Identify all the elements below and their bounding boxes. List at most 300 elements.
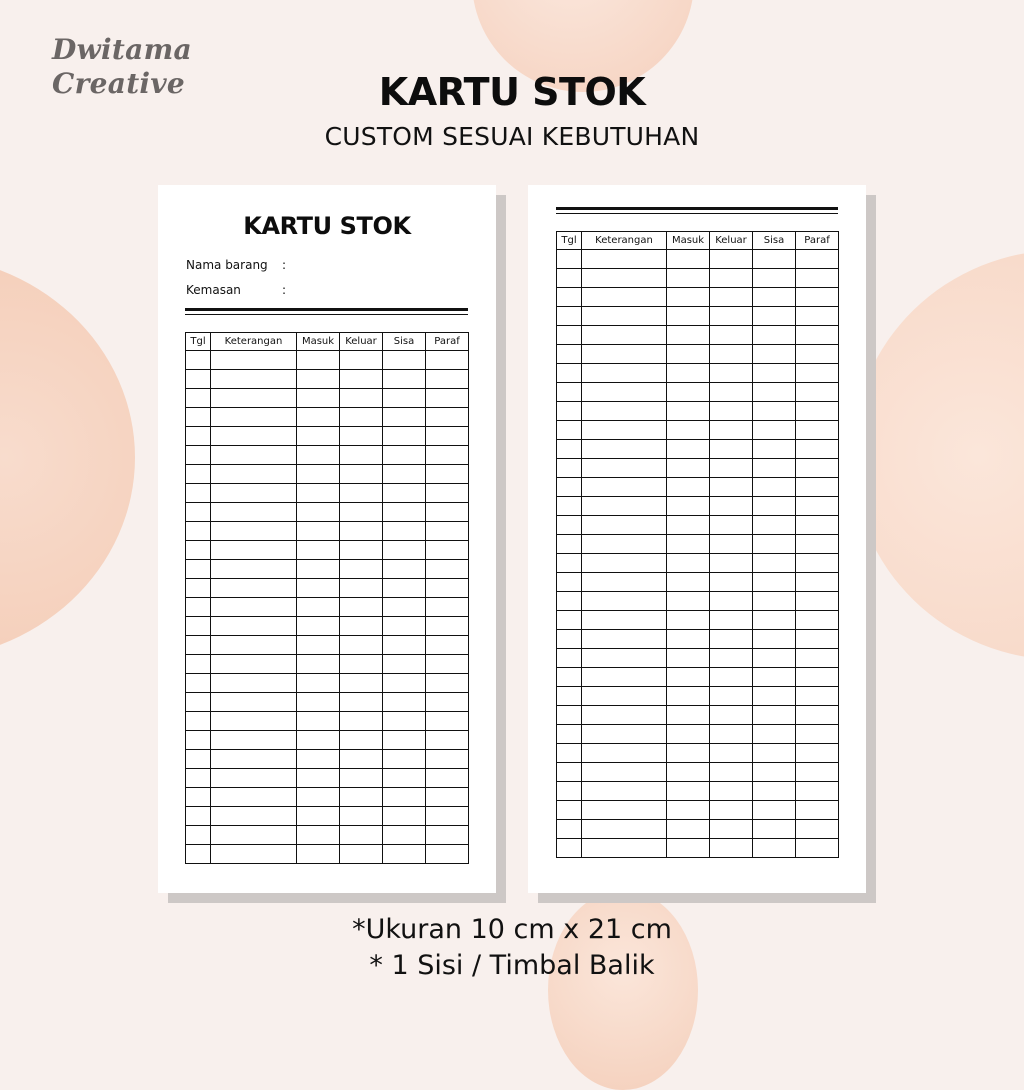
table-cell (557, 459, 582, 478)
table-cell (426, 788, 469, 807)
table-cell (710, 668, 753, 687)
table-row (186, 788, 469, 807)
page-title: KARTU STOK (378, 70, 646, 114)
table-cell (426, 389, 469, 408)
table-cell (340, 503, 383, 522)
table-cell (211, 845, 297, 864)
table-cell (710, 478, 753, 497)
table-cell (557, 383, 582, 402)
table-cell (753, 459, 796, 478)
table-row (557, 554, 839, 573)
table-cell (383, 769, 426, 788)
table-cell (186, 579, 211, 598)
field-separator: : (282, 258, 287, 272)
table-cell (710, 269, 753, 288)
table-cell (796, 782, 839, 801)
table-cell (582, 364, 667, 383)
table-cell (796, 478, 839, 497)
column-header-keluar: Keluar (710, 232, 753, 250)
table-cell (383, 674, 426, 693)
table-row (557, 364, 839, 383)
brand-logo-line2: Creative (52, 67, 186, 100)
table-cell (710, 706, 753, 725)
table-cell (796, 573, 839, 592)
table-cell (753, 839, 796, 858)
table-cell (426, 731, 469, 750)
table-row (186, 408, 469, 427)
table-cell (211, 788, 297, 807)
table-cell (297, 655, 340, 674)
table-row (557, 706, 839, 725)
table-cell (667, 326, 710, 345)
table-cell (710, 288, 753, 307)
table-cell (710, 535, 753, 554)
table-cell (796, 744, 839, 763)
table-cell (340, 712, 383, 731)
table-cell (796, 820, 839, 839)
table-cell (426, 579, 469, 598)
table-cell (340, 750, 383, 769)
table-cell (796, 706, 839, 725)
table-cell (667, 269, 710, 288)
table-cell (753, 383, 796, 402)
table-cell (383, 617, 426, 636)
table-cell (582, 250, 667, 269)
table-cell (211, 522, 297, 541)
table-cell (667, 250, 710, 269)
table-cell (297, 560, 340, 579)
table-cell (753, 782, 796, 801)
table-cell (297, 579, 340, 598)
table-cell (426, 826, 469, 845)
table-row (186, 522, 469, 541)
table-cell (582, 459, 667, 478)
table-cell (796, 497, 839, 516)
table-cell (186, 655, 211, 674)
table-cell (557, 611, 582, 630)
table-cell (211, 636, 297, 655)
table-cell (582, 763, 667, 782)
table-cell (557, 326, 582, 345)
table-row (186, 731, 469, 750)
table-cell (667, 440, 710, 459)
table-row (557, 687, 839, 706)
table-cell (796, 459, 839, 478)
table-cell (186, 636, 211, 655)
table-cell (297, 845, 340, 864)
table-cell (667, 573, 710, 592)
table-cell (796, 535, 839, 554)
table-cell (186, 541, 211, 560)
table-cell (557, 592, 582, 611)
table-row (186, 636, 469, 655)
size-note: *Ukuran 10 cm x 21 cm (352, 914, 672, 945)
table-cell (297, 522, 340, 541)
table-cell (796, 554, 839, 573)
table-cell (383, 465, 426, 484)
table-cell (426, 427, 469, 446)
table-cell (796, 326, 839, 345)
table-cell (582, 421, 667, 440)
table-cell (796, 592, 839, 611)
table-row (186, 826, 469, 845)
table-cell (211, 674, 297, 693)
table-cell (297, 541, 340, 560)
table-cell (582, 687, 667, 706)
table-cell (667, 611, 710, 630)
table-cell (796, 307, 839, 326)
table-cell (753, 402, 796, 421)
table-cell (796, 687, 839, 706)
table-cell (557, 839, 582, 858)
table-cell (557, 497, 582, 516)
table-cell (557, 573, 582, 592)
table-row (186, 370, 469, 389)
table-cell (426, 617, 469, 636)
table-cell (710, 421, 753, 440)
table-cell (426, 845, 469, 864)
table-cell (796, 668, 839, 687)
table-cell (557, 820, 582, 839)
table-cell (667, 288, 710, 307)
table-row (557, 573, 839, 592)
table-cell (383, 503, 426, 522)
table-cell (297, 826, 340, 845)
table-cell (383, 389, 426, 408)
table-cell (186, 807, 211, 826)
table-cell (211, 579, 297, 598)
field-nama-barang (186, 258, 287, 272)
table-cell (582, 573, 667, 592)
table-cell (426, 465, 469, 484)
table-cell (186, 465, 211, 484)
table-cell (582, 269, 667, 288)
table-cell (340, 389, 383, 408)
table-cell (753, 592, 796, 611)
table-cell (426, 370, 469, 389)
table-cell (796, 364, 839, 383)
decorative-circle-right (852, 250, 1024, 660)
table-cell (340, 788, 383, 807)
table-cell (426, 750, 469, 769)
table-cell (340, 484, 383, 503)
table-cell (753, 478, 796, 497)
table-cell (186, 769, 211, 788)
table-cell (186, 617, 211, 636)
table-row (186, 427, 469, 446)
table-cell (667, 516, 710, 535)
table-cell (186, 845, 211, 864)
table-cell (297, 731, 340, 750)
table-cell (186, 446, 211, 465)
table-cell (186, 712, 211, 731)
table-cell (186, 560, 211, 579)
table-cell (297, 389, 340, 408)
table-cell (297, 693, 340, 712)
table-cell (297, 351, 340, 370)
table-cell (383, 351, 426, 370)
table-row (186, 579, 469, 598)
table-cell (383, 826, 426, 845)
table-cell (753, 687, 796, 706)
table-cell (710, 630, 753, 649)
table-cell (186, 408, 211, 427)
table-cell (340, 617, 383, 636)
table-cell (582, 706, 667, 725)
print-note: * 1 Sisi / Timbal Balik (369, 950, 655, 981)
table-cell (667, 459, 710, 478)
table-row (557, 288, 839, 307)
table-cell (297, 636, 340, 655)
table-cell (753, 250, 796, 269)
table-cell (753, 668, 796, 687)
table-cell (211, 712, 297, 731)
table-cell (383, 712, 426, 731)
table-row (557, 763, 839, 782)
table-row (557, 402, 839, 421)
divider-thin (185, 314, 468, 315)
column-header-keterangan: Keterangan (582, 232, 667, 250)
table-cell (710, 782, 753, 801)
table-cell (557, 440, 582, 459)
table-cell (796, 763, 839, 782)
table-cell (710, 725, 753, 744)
table-cell (297, 465, 340, 484)
table-cell (710, 573, 753, 592)
table-cell (557, 706, 582, 725)
table-row (557, 250, 839, 269)
table-cell (211, 731, 297, 750)
column-header-masuk: Masuk (667, 232, 710, 250)
table-cell (667, 364, 710, 383)
table-cell (557, 649, 582, 668)
table-row (186, 617, 469, 636)
table-cell (297, 712, 340, 731)
table-cell (582, 782, 667, 801)
column-header-paraf: Paraf (426, 333, 469, 351)
table-cell (297, 503, 340, 522)
table-cell (667, 497, 710, 516)
table-cell (753, 364, 796, 383)
table-cell (710, 839, 753, 858)
table-cell (667, 649, 710, 668)
table-cell (710, 364, 753, 383)
table-cell (710, 459, 753, 478)
table-cell (426, 503, 469, 522)
table-cell (211, 598, 297, 617)
table-cell (582, 630, 667, 649)
table-cell (796, 516, 839, 535)
table-cell (340, 541, 383, 560)
table-cell (383, 484, 426, 503)
table-cell (557, 345, 582, 364)
table-cell (557, 782, 582, 801)
table-cell (211, 693, 297, 712)
table-cell (667, 307, 710, 326)
table-cell (340, 560, 383, 579)
table-cell (340, 769, 383, 788)
table-cell (753, 288, 796, 307)
table-cell (667, 630, 710, 649)
table-cell (667, 535, 710, 554)
table-cell (211, 446, 297, 465)
table-cell (796, 421, 839, 440)
table-cell (186, 693, 211, 712)
table-cell (297, 484, 340, 503)
table-cell (211, 826, 297, 845)
table-cell (582, 535, 667, 554)
table-cell (710, 307, 753, 326)
table-cell (557, 725, 582, 744)
column-header-sisa: Sisa (383, 333, 426, 351)
table-cell (426, 769, 469, 788)
table-cell (753, 611, 796, 630)
table-cell (582, 592, 667, 611)
table-cell (753, 744, 796, 763)
table-cell (186, 826, 211, 845)
table-cell (340, 370, 383, 389)
table-cell (753, 307, 796, 326)
table-cell (582, 402, 667, 421)
table-cell (383, 560, 426, 579)
table-row (557, 592, 839, 611)
table-cell (383, 522, 426, 541)
table-cell (340, 579, 383, 598)
table-cell (667, 725, 710, 744)
table-cell (667, 687, 710, 706)
column-header-sisa: Sisa (753, 232, 796, 250)
table-cell (557, 801, 582, 820)
table-cell (710, 402, 753, 421)
table-cell (796, 288, 839, 307)
column-header-keluar: Keluar (340, 333, 383, 351)
table-cell (383, 750, 426, 769)
table-row (186, 674, 469, 693)
table-cell (796, 649, 839, 668)
table-row (186, 541, 469, 560)
table-cell (211, 655, 297, 674)
table-cell (426, 560, 469, 579)
table-cell (557, 554, 582, 573)
table-cell (383, 693, 426, 712)
table-cell (383, 845, 426, 864)
table-row (186, 484, 469, 503)
table-row (557, 440, 839, 459)
stock-table-back (556, 231, 839, 858)
table-cell (340, 845, 383, 864)
table-cell (426, 351, 469, 370)
table-cell (383, 655, 426, 674)
table-cell (796, 345, 839, 364)
stock-table-front (185, 332, 469, 864)
decorative-circle-left (0, 255, 135, 660)
table-cell (383, 446, 426, 465)
table-cell (557, 288, 582, 307)
table-cell (297, 617, 340, 636)
table-cell (710, 611, 753, 630)
table-cell (211, 617, 297, 636)
table-cell (340, 598, 383, 617)
table-cell (796, 839, 839, 858)
table-cell (582, 611, 667, 630)
table-cell (211, 541, 297, 560)
table-cell (796, 725, 839, 744)
table-cell (211, 408, 297, 427)
field-label: Kemasan (186, 283, 241, 297)
divider-thin (556, 213, 838, 214)
table-cell (753, 763, 796, 782)
table-cell (667, 592, 710, 611)
stock-card-front (158, 185, 496, 893)
table-cell (297, 446, 340, 465)
table-row (557, 459, 839, 478)
table-cell (796, 630, 839, 649)
table-cell (582, 478, 667, 497)
brand-logo-line1: Dwitama (52, 33, 192, 66)
table-row (557, 497, 839, 516)
table-cell (557, 668, 582, 687)
divider-thick (185, 308, 468, 311)
stock-card-back (528, 185, 866, 893)
table-cell (297, 788, 340, 807)
table-cell (186, 522, 211, 541)
table-cell (340, 693, 383, 712)
table-cell (667, 782, 710, 801)
table-cell (186, 427, 211, 446)
table-cell (186, 750, 211, 769)
table-cell (796, 402, 839, 421)
table-cell (297, 598, 340, 617)
table-cell (211, 503, 297, 522)
table-cell (186, 674, 211, 693)
table-cell (710, 516, 753, 535)
table-cell (753, 326, 796, 345)
table-row (557, 668, 839, 687)
table-cell (383, 807, 426, 826)
table-cell (211, 484, 297, 503)
table-cell (340, 826, 383, 845)
table-cell (667, 421, 710, 440)
table-row (557, 345, 839, 364)
column-header-paraf: Paraf (796, 232, 839, 250)
table-cell (186, 351, 211, 370)
table-cell (753, 725, 796, 744)
table-cell (557, 364, 582, 383)
table-cell (426, 693, 469, 712)
table-row (557, 611, 839, 630)
table-cell (383, 408, 426, 427)
table-cell (582, 383, 667, 402)
table-cell (753, 630, 796, 649)
table-cell (297, 427, 340, 446)
column-header-keterangan: Keterangan (211, 333, 297, 351)
table-cell (753, 706, 796, 725)
column-header-tgl: Tgl (186, 333, 211, 351)
table-cell (340, 408, 383, 427)
table-cell (426, 807, 469, 826)
table-cell (340, 731, 383, 750)
table-cell (426, 408, 469, 427)
table-cell (667, 744, 710, 763)
table-cell (710, 801, 753, 820)
table-cell (796, 250, 839, 269)
table-cell (710, 345, 753, 364)
table-cell (557, 687, 582, 706)
table-cell (753, 440, 796, 459)
table-cell (710, 383, 753, 402)
table-cell (667, 668, 710, 687)
table-cell (426, 484, 469, 503)
